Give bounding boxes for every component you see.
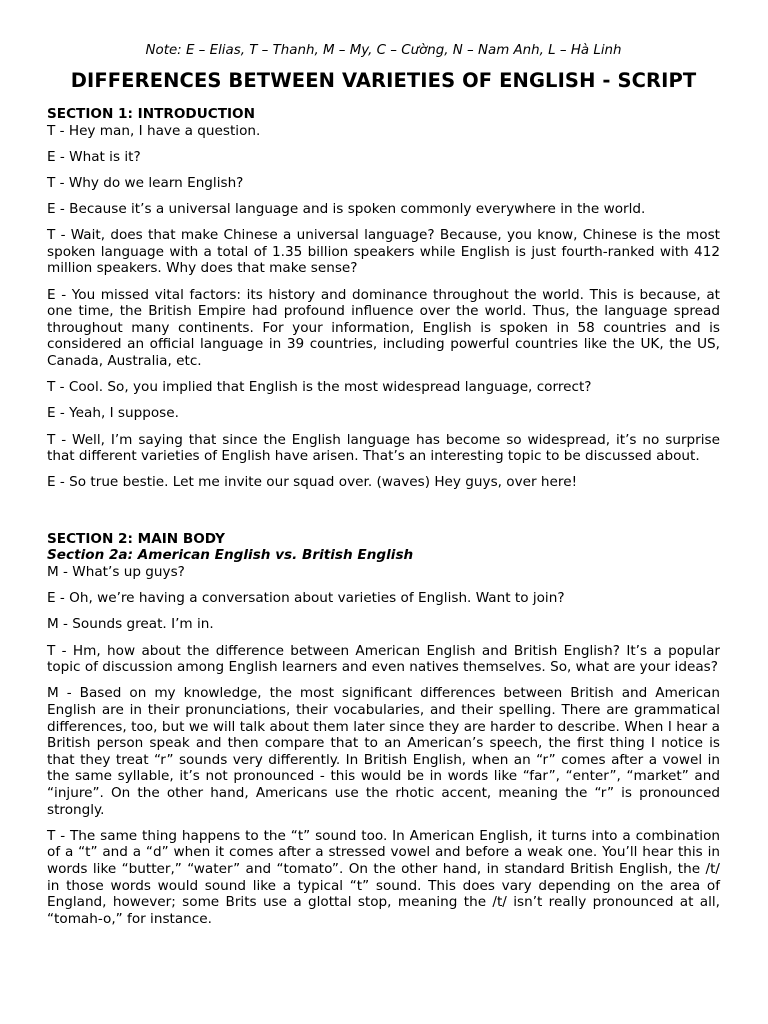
dialogue-line: T - Why do we learn English? [47, 174, 244, 191]
speaker-note: Note: E – Elias, T – Thanh, M – My, C – Cường, N – Nam Anh, L – Hà Linh [145, 43, 622, 58]
section-1-heading: SECTION 1: INTRODUCTION [47, 106, 255, 122]
dialogue-line: T - Well, I’m saying that since the English language has become so widespread, it’s no surprise that different varieties of English have arisen. That’s an interesting topic to be discussed about. [47, 431, 720, 465]
dialogue-line: M - Sounds great. I’m in. [47, 616, 214, 633]
section-spacer [47, 501, 720, 531]
dialogue-line: E - Because it’s a universal language and is spoken commonly everywhere in the world. [47, 201, 646, 218]
dialogue-line: E - Oh, we’re having a conversation about varieties of English. Want to join? [47, 590, 565, 607]
dialogue-line: M - What’s up guys? [47, 564, 185, 581]
document-title: DIFFERENCES BETWEEN VARIETIES OF ENGLISH - SCRIPT [70, 69, 697, 92]
dialogue-line: E - What is it? [47, 148, 141, 165]
dialogue-line: T - The same thing happens to the “t” sound too. In American English, it turns into a combination of a “t” and a “d” when it comes after a stressed vowel and before a weak one. You’ll hear this in words like “butter,” “water” and “tomato”. On the other hand, in standard British English, the /t/ in those words would sound like a typical “t” sound. This does vary depending on the area of England, however; some Brits use a glottal stop, meaning the /t/ isn’t really pronounced at all, “tomah-o,” for instance. [47, 827, 720, 927]
section-2 [47, 531, 720, 928]
dialogue-line: E - So true bestie. Let me invite our squad over. (waves) Hey guys, over here! [47, 474, 578, 491]
dialogue-line: T - Wait, does that make Chinese a universal language? Because, you know, Chinese is the most spoken language with a total of 1.35 billion speakers while English is just fourth-ranked with 412 million speakers. Why does that make sense? [47, 227, 720, 277]
dialogue-line: T - Hm, how about the difference between American English and British English? It’s a popular topic of discussion among English learners and even natives themselves. So, what are your ideas? [47, 642, 720, 676]
dialogue-line: T - Hey man, I have a question. [47, 122, 261, 139]
dialogue-line: E - Yeah, I suppose. [47, 405, 179, 422]
section-2a-heading: Section 2a: American English vs. British English [47, 547, 414, 564]
dialogue-line: T - Cool. So, you implied that English is the most widespread language, correct? [47, 379, 592, 396]
section-2-heading: SECTION 2: MAIN BODY [47, 530, 225, 547]
dialogue-line: E - You missed vital factors: its history and dominance throughout the world. This is because, at one time, the British Empire had profound influence over the world. Thus, the language spread throughout many continents. For your information, English is spoken in 58 countries and is considered an official language in 39 countries, including powerful countries like the UK, the US, Canada, Australia, etc. [47, 286, 720, 369]
dialogue-line: M - Based on my knowledge, the most significant differences between British and American English are in their pronunciations, their vocabularies, and their spelling. There are grammatical differences, too, but we will talk about them later since they are harder to describe. When I hear a British person speak and then compare that to an American’s speech, the first thing I notice is that they treat “r” sounds very differently. In British English, when an “r” comes after a vowel in the same syllable, it’s not pronounced - this would be in words like “far”, “enter”, “market” and “injure”. On the other hand, Americans use the rhotic accent, meaning the “r” is pronounced strongly. [47, 685, 720, 818]
section-1 [47, 106, 720, 491]
